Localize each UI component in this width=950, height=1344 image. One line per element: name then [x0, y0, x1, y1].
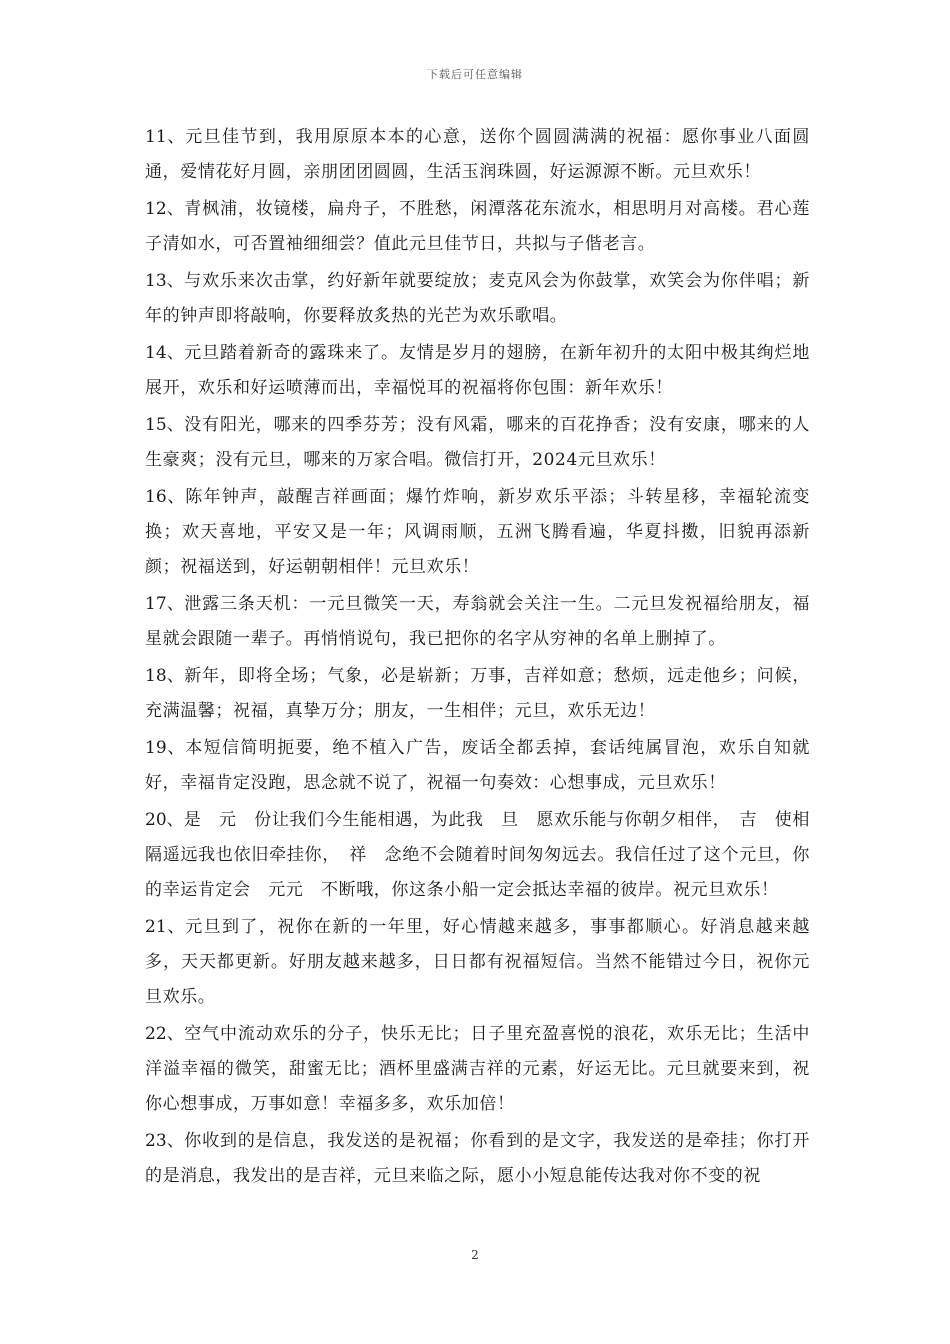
- paragraph-13: [145, 264, 810, 334]
- paragraph-number: 14、: [145, 343, 185, 363]
- paragraph-number: 21、: [145, 917, 186, 937]
- paragraph-text: 没有阳光，哪来的四季芬芳；没有风霜，哪来的百花挣香；没有安康，哪来的人生豪爽；没有元旦，哪来的万家合唱。微信打开，2024元旦欢乐！: [145, 415, 811, 470]
- paragraph-17: [145, 587, 810, 657]
- paragraph-22: [145, 1017, 810, 1122]
- paragraph-number: 16、: [145, 487, 186, 507]
- paragraph-16: [145, 480, 810, 585]
- paragraph-number: 15、: [145, 415, 185, 435]
- paragraph-20: [145, 803, 810, 908]
- paragraph-12: [145, 192, 810, 262]
- paragraph-15: [145, 408, 810, 478]
- paragraph-11: [145, 120, 810, 190]
- paragraph-text: 与欢乐来次击掌，约好新年就要绽放；麦克风会为你鼓掌，欢笑会为你伴唱；新年的钟声即将敲响，你要释放炙热的光芒为欢乐歌唱。: [145, 271, 811, 326]
- document-body: [145, 120, 810, 1196]
- paragraph-text: 元旦到了，祝你在新的一年里，好心情越来越多，事事都顺心。好消息越来越多，天天都更新。好朋友越来越多，日日都有祝福短信。当然不能错过今日，祝你元旦欢乐。: [145, 917, 810, 1007]
- paragraph-text: 你收到的是信息，我发送的是祝福；你看到的是文字，我发送的是牵挂；你打开的是消息，我发出的是吉祥，元旦来临之际，愿小小短息能传达我对你不变的祝: [145, 1131, 811, 1186]
- paragraph-number: 22、: [145, 1024, 185, 1044]
- paragraph-number: 17、: [145, 594, 185, 614]
- paragraph-text: 元旦踏着新奇的露珠来了。友情是岁月的翅膀，在新年初升的太阳中极其绚烂地展开，欢乐和好运喷薄而出，幸福悦耳的祝福将你包围：新年欢乐！: [145, 343, 811, 398]
- paragraph-text: 青枫浦，妆镜楼，扁舟子，不胜愁，闲潭落花东流水，相思明月对高楼。君心莲子清如水，可否置袖细细尝？值此元旦佳节日，共拟与子偕老言。: [145, 199, 811, 254]
- paragraph-number: 23、: [145, 1131, 185, 1151]
- paragraph-text: 陈年钟声，敲醒吉祥画面；爆竹炸响，新岁欢乐平添；斗转星移，幸福轮流变换；欢天喜地，平安又是一年；风调雨顺，五洲飞腾看遍，华夏抖擞，旧貌再添新颜；祝福送到，好运朝朝相伴！元旦欢乐！: [145, 487, 810, 577]
- paragraph-23: [145, 1124, 810, 1194]
- paragraph-19: [145, 731, 810, 801]
- paragraph-text: 是 元 份让我们今生能相遇，为此我 旦 愿欢乐能与你朝夕相伴， 吉 使相隔遥远我也依旧牵挂你， 祥 念绝不会随着时间匆匆远去。我信任过了这个元旦，你的幸运肯定会 元元 不断哦，你这条小船一定会抵达幸福的彼岸。祝元旦欢乐！: [145, 810, 810, 900]
- paragraph-number: 13、: [145, 271, 185, 291]
- page-number: 2: [471, 1248, 479, 1262]
- paragraph-number: 18、: [145, 666, 185, 686]
- paragraph-18: [145, 659, 810, 729]
- paragraph-text: 空气中流动欢乐的分子，快乐无比；日子里充盈喜悦的浪花，欢乐无比；生活中洋溢幸福的微笑，甜蜜无比；酒杯里盛满吉祥的元素，好运无比。元旦就要来到，祝你心想事成，万事如意！幸福多多，欢乐加倍！: [145, 1024, 811, 1114]
- paragraph-number: 19、: [145, 738, 186, 758]
- paragraph-21: [145, 910, 810, 1015]
- paragraph-number: 11、: [145, 127, 186, 147]
- page-header: 下载后可任意编辑: [427, 68, 523, 81]
- paragraph-text: 泄露三条天机：一元旦微笑一天，寿翁就会关注一生。二元旦发祝福给朋友，福星就会跟随一辈子。再悄悄说句，我已把你的名字从穷神的名单上删掉了。: [145, 594, 811, 649]
- paragraph-number: 12、: [145, 199, 185, 219]
- paragraph-text: 元旦佳节到，我用原原本本的心意，送你个圆圆满满的祝福：愿你事业八面圆通，爱情花好月圆，亲朋团团圆圆，生活玉润珠圆，好运源源不断。元旦欢乐！: [145, 127, 810, 182]
- paragraph-text: 本短信简明扼要，绝不植入广告，废话全都丢掉，套话纯属冒泡，欢乐自知就好，幸福肯定没跑，思念就不说了，祝福一句奏效：心想事成，元旦欢乐！: [145, 738, 810, 793]
- paragraph-text: 新年，即将全场；气象，必是崭新；万事，吉祥如意；愁烦，远走他乡；问候，充满温馨；祝福，真挚万分；朋友，一生相伴；元旦，欢乐无边！: [145, 666, 811, 721]
- paragraph-14: [145, 336, 810, 406]
- paragraph-number: 20、: [145, 810, 184, 830]
